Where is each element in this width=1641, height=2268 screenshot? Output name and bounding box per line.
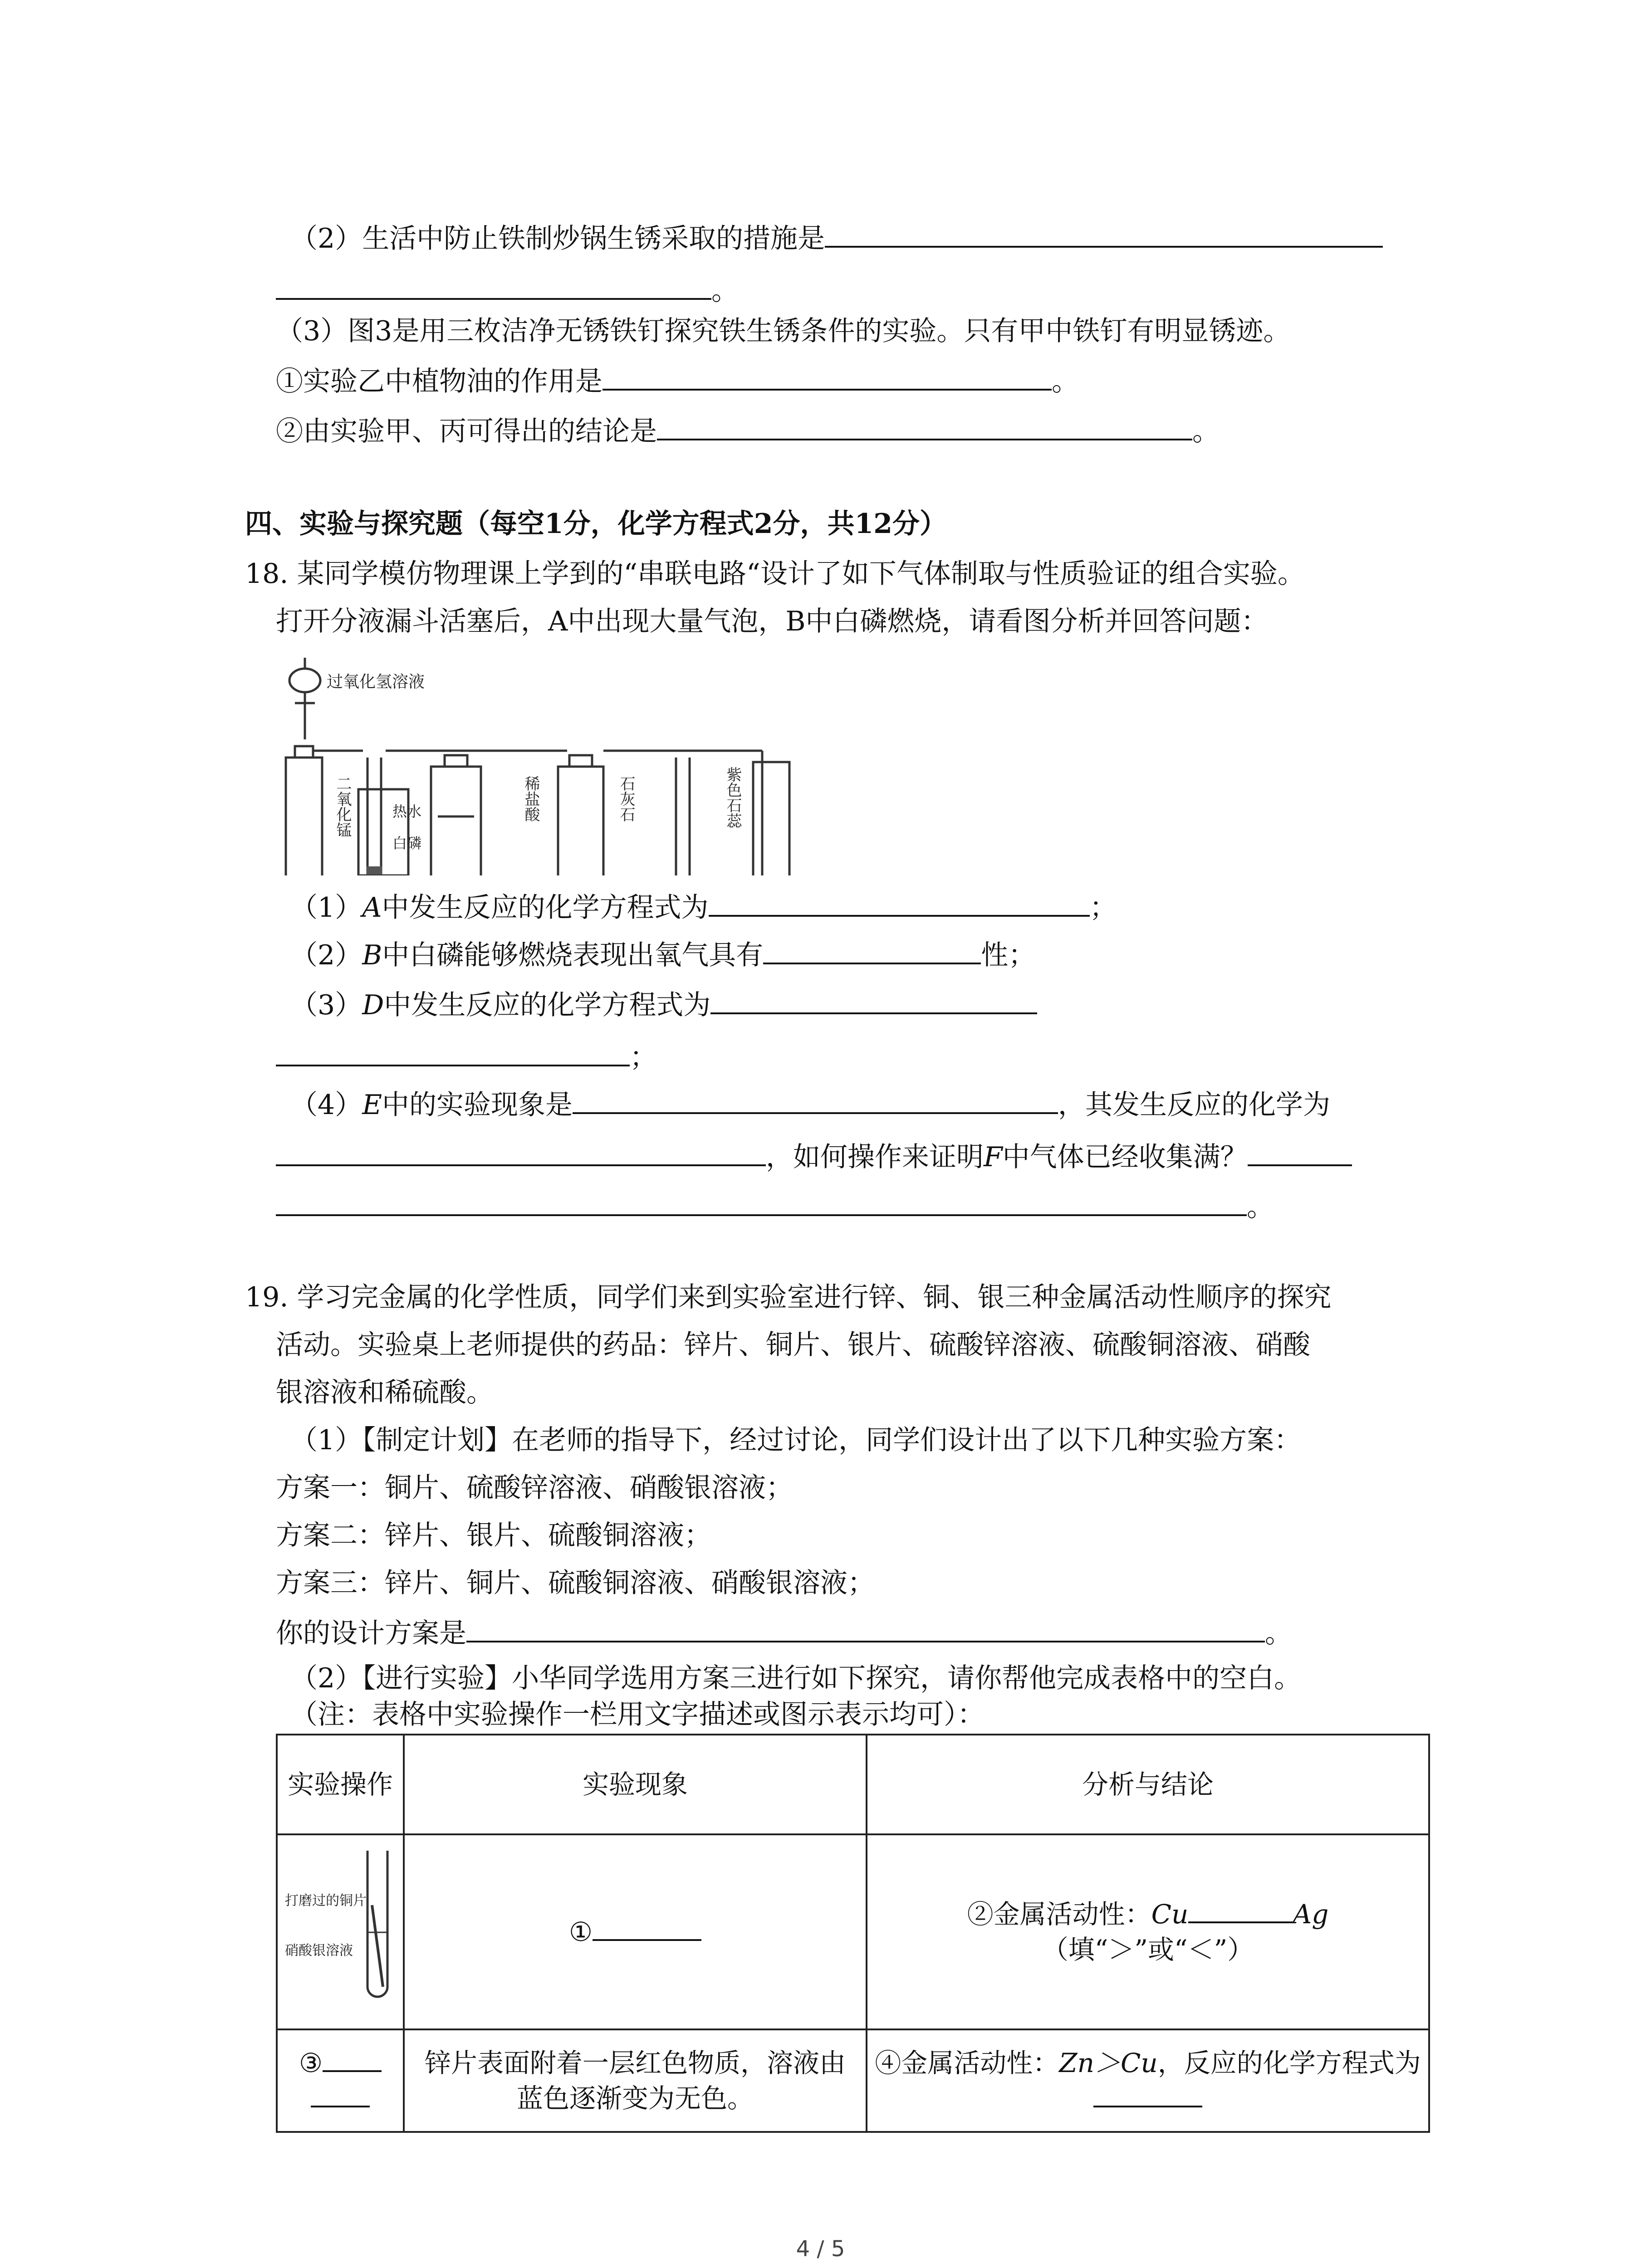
q17-part3b-line: ②由实验甲、丙可得出的结论是 。 bbox=[276, 411, 1220, 450]
q19-plan-intro: （1）【制定计划】在老师的指导下，经过讨论，同学们设计出了以下几种实验方案： bbox=[290, 1424, 1302, 1456]
test-tube-icon bbox=[281, 1837, 399, 2019]
q18-s4-blank[interactable] bbox=[573, 1084, 1058, 1114]
row2-operation-blank[interactable] bbox=[323, 2046, 382, 2072]
q18-s1-blank[interactable] bbox=[709, 887, 1090, 917]
q18-s3-blank[interactable] bbox=[710, 984, 1037, 1014]
row2-conclusion: ④金属活动性：Zn＞Cu，反应的化学方程式为 bbox=[867, 2029, 1429, 2132]
table-header-row bbox=[277, 1735, 1429, 1834]
q19-yours-line: 你的设计方案是 。 bbox=[276, 1613, 1292, 1652]
bottle-d-icon bbox=[558, 767, 603, 875]
row1-operation bbox=[277, 1834, 404, 2029]
q18-s3-line2: ； bbox=[276, 1036, 657, 1075]
header-operation: 实验操作 bbox=[277, 1735, 404, 1834]
experiment-table bbox=[276, 1734, 1430, 2133]
row1-hint: （填“＞”或“＜”） bbox=[1042, 1934, 1254, 1965]
header-conclusion: 分析与结论 bbox=[867, 1735, 1429, 1834]
row1-phenomenon: ① bbox=[404, 1834, 867, 2029]
q17-part2-text: （2）生活中防止铁制炒锅生锈采取的措施是 bbox=[290, 223, 825, 254]
page-number: 4 / 5 bbox=[796, 2236, 845, 2262]
row2-operation-blank2[interactable] bbox=[311, 2081, 370, 2107]
tube-label-copper: 打磨过的铜片 bbox=[285, 1892, 367, 1909]
tube-label-silver-nitrate: 硝酸银溶液 bbox=[285, 1942, 353, 1959]
q18-s4-blank3[interactable] bbox=[1248, 1136, 1352, 1166]
q17-part2-line bbox=[290, 218, 1383, 257]
q19-plan1: 方案一：铜片、硫酸锌溶液、硝酸银溶液； bbox=[276, 1472, 793, 1504]
q19-note: （注：表格中实验操作一栏用文字描述或图示表示均可）： bbox=[290, 1699, 985, 1730]
q17-part3a-line: ①实验乙中植物油的作用是 。 bbox=[276, 361, 1079, 400]
c-label: 稀盐酸 bbox=[522, 776, 540, 822]
q18-s2-blank[interactable] bbox=[763, 934, 981, 964]
table-row bbox=[277, 1834, 1429, 2029]
section4-heading: 四、实验与探究题（每空1分，化学方程式2分，共12分） bbox=[245, 508, 947, 540]
funnel-label: 过氧化氢溶液 bbox=[327, 673, 425, 691]
bottle-c-icon bbox=[431, 767, 481, 875]
row1-conclusion-blank[interactable] bbox=[1188, 1897, 1293, 1923]
q17-part2-blank[interactable] bbox=[825, 218, 1383, 248]
q18-stem-line2: 打开分液漏斗活塞后，A中出现大量气泡，B中白磷燃烧，请看图分析并回答问题： bbox=[276, 606, 1269, 637]
q17-part3a-blank[interactable] bbox=[603, 361, 1052, 391]
row2-operation: ③ bbox=[277, 2029, 404, 2132]
q18-s4-line2: ，如何操作来证明F中气体已经收集满？ bbox=[276, 1136, 1352, 1175]
e-label: 紫色石蕊 bbox=[724, 767, 742, 828]
q18-s1-line: （1）A中发生反应的化学方程式为 ； bbox=[290, 887, 1117, 926]
q17-part3-text: （3）图3是用三枚洁净无锈铁钉探究铁生锈条件的实验。只有甲中铁钉有明显锈迹。 bbox=[276, 315, 1291, 347]
q18-s4-blank2[interactable] bbox=[276, 1136, 766, 1166]
q19-yours-blank[interactable] bbox=[466, 1613, 1265, 1642]
bottle-f-icon bbox=[753, 762, 789, 875]
apparatus-figure bbox=[277, 653, 808, 875]
a-label: 二氧化锰 bbox=[333, 776, 352, 837]
q18-s4-line3: 。 bbox=[276, 1186, 1274, 1225]
row1-conclusion: ②金属活动性：Cu Ag （填“＞”或“＜”） bbox=[867, 1834, 1429, 2029]
q18-s3-line: （3）D中发生反应的化学方程式为 bbox=[290, 984, 1037, 1023]
d-label: 石灰石 bbox=[617, 776, 635, 822]
q17-part2-blank2[interactable] bbox=[276, 270, 711, 300]
b-label-hot-water: 热水 bbox=[392, 803, 422, 820]
q17-part2-line2: 。 bbox=[276, 270, 739, 309]
q19-exp-intro: （2）【进行实验】小华同学选用方案三进行如下探究，请你帮他完成表格中的空白。 bbox=[290, 1662, 1302, 1694]
q19-stem-line2: 活动。实验桌上老师提供的药品：锌片、铜片、银片、硫酸锌溶液、硫酸铜溶液、硝酸 bbox=[276, 1329, 1310, 1361]
row1-phenomenon-blank[interactable] bbox=[593, 1915, 701, 1941]
tube-b-icon bbox=[367, 758, 381, 875]
q19-plan2: 方案二：锌片、银片、硫酸铜溶液； bbox=[276, 1520, 711, 1551]
row2-phenomenon: 锌片表面附着一层红色物质，溶液由蓝色逐渐变为无色。 bbox=[404, 2029, 867, 2132]
separatory-funnel-icon bbox=[289, 669, 320, 692]
q19-plan3: 方案三：锌片、铜片、硫酸铜溶液、硝酸银溶液； bbox=[276, 1567, 875, 1599]
table-row bbox=[277, 2029, 1429, 2132]
bottle-a-icon bbox=[286, 758, 322, 875]
row2-conclusion-blank[interactable] bbox=[1093, 2081, 1202, 2107]
header-phenomenon: 实验现象 bbox=[404, 1735, 867, 1834]
q19-stem-line3: 银溶液和稀硫酸。 bbox=[276, 1377, 494, 1408]
tube-e-icon bbox=[676, 758, 690, 875]
q18-stem-line1: 18. 某同学模仿物理课上学到的“串联电路“设计了如下气体制取与性质验证的组合实验。 bbox=[245, 558, 1305, 590]
b-label-white-phosphorus: 白磷 bbox=[392, 835, 422, 852]
q18-s4-blank4[interactable] bbox=[276, 1186, 1247, 1216]
q17-part3b-blank[interactable] bbox=[657, 411, 1192, 440]
q18-s3-blank2[interactable] bbox=[276, 1036, 630, 1066]
q18-s4-line: （4）E中的实验现象是 ，其发生反应的化学为 bbox=[290, 1084, 1330, 1123]
q19-stem-line1: 19. 学习完金属的化学性质，同学们来到实验室进行锌、铜、银三种金属活动性顺序的探究 bbox=[245, 1281, 1332, 1313]
q18-s2-line: （2）B中白磷能够燃烧表现出氧气具有 性； bbox=[290, 934, 1035, 973]
